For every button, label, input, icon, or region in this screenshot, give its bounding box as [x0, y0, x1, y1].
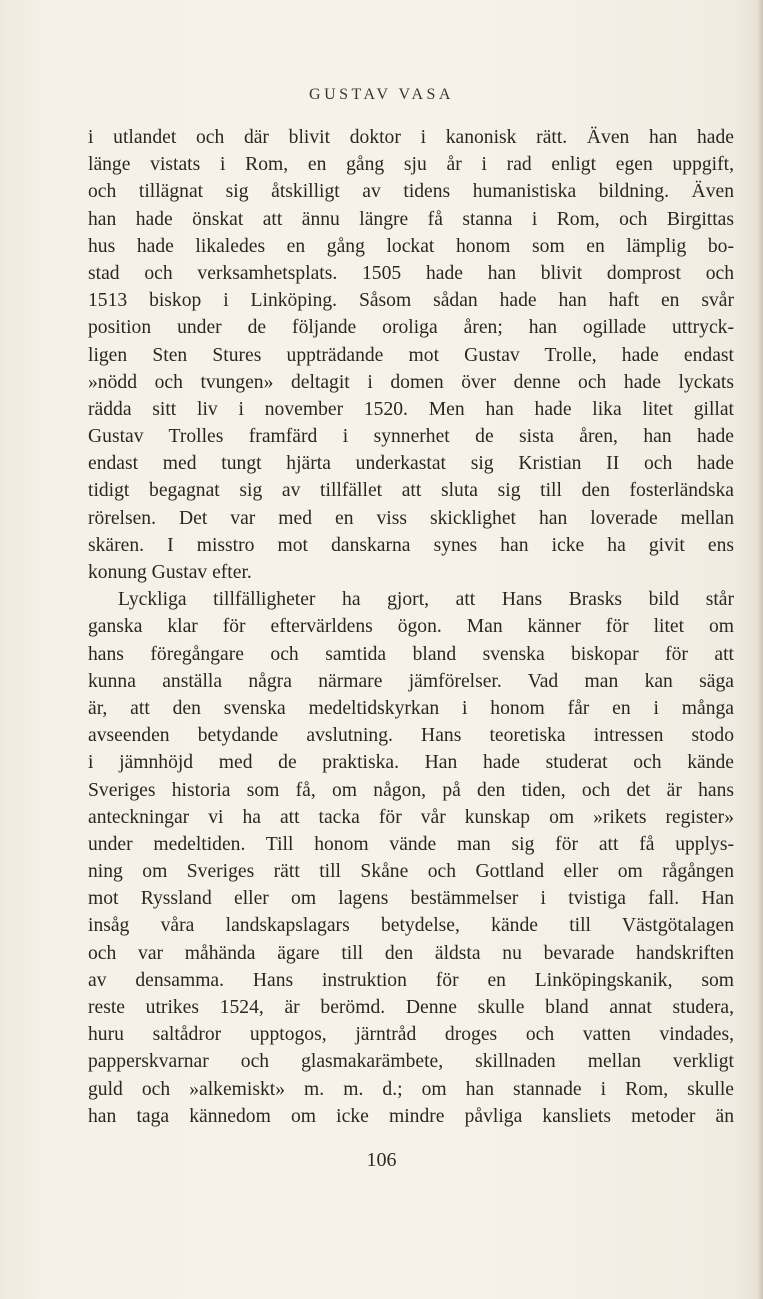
text-line: hans föregångare och samtida bland svenska biskopar för att	[88, 643, 734, 665]
text-line: rörelsen. Det var med en viss skicklighet han loverade mellan	[88, 507, 734, 529]
text-line: papperskvarnar och glasmakarämbete, skillnaden mellan verkligt	[88, 1051, 734, 1073]
running-title: GUSTAV VASA	[309, 86, 454, 103]
text-line: 1513 biskop i Linköping. Såsom sådan hade han haft en svår	[88, 290, 734, 312]
text-line: han taga kännedom om icke mindre påvliga kansliets metoder än	[88, 1105, 734, 1127]
text-line: är, att den svenska medeltidskyrkan i honom får en i många	[88, 697, 734, 719]
text-line: skären. I misstro mot danskarna synes han icke ha givit ens	[88, 534, 734, 556]
text-line: Sveriges historia som få, om någon, på den tiden, och det är hans	[88, 779, 734, 801]
text-line: och var måhända ägare till den äldsta nu bevarade handskriften	[88, 942, 734, 964]
text-line: i jämnhöjd med de praktiska. Han hade studerat och kände	[88, 752, 734, 774]
text-line: Gustav Trolles framfärd i synnerhet de sista åren, han hade	[88, 426, 734, 448]
text-line: ning om Sveriges rätt till Skåne och Gottland eller om rågången	[88, 861, 734, 883]
text-line: stad och verksamhetsplats. 1505 hade han blivit domprost och	[88, 262, 734, 284]
text-line: »nödd och tvungen» deltagit i domen över denne och hade lyckats	[88, 371, 734, 393]
text-line: huru saltådror upptogos, järntråd droges och vatten vindades,	[88, 1024, 734, 1046]
text-line: tidigt begagnat sig av tillfället att sluta sig till den fosterländska	[88, 480, 734, 502]
page-edge-shadow	[757, 0, 763, 1299]
text-line: kunna anställa några närmare jämförelser. Vad man kan säga	[88, 670, 734, 692]
text-line: under medeltiden. Till honom vände man sig för att få upplys-	[88, 833, 734, 855]
text-line: länge vistats i Rom, en gång sju år i rad enligt egen uppgift,	[88, 154, 734, 176]
page-number: 106	[366, 1149, 397, 1171]
text-line: och tillägnat sig åtskilligt av tidens humanistiska bildning. Även	[88, 181, 734, 203]
text-line: guld och »alkemiskt» m. m. d.; om han stannade i Rom, skulle	[88, 1078, 734, 1100]
text-line: avseenden betydande avslutning. Hans teoretiska intressen stodo	[88, 725, 734, 747]
text-line: position under de följande oroliga åren; han ogillade uttryck-	[88, 317, 734, 339]
text-line: hus hade likaledes en gång lockat honom som en lämplig bo-	[88, 235, 734, 257]
text-line: mot Ryssland eller om lagens bestämmelser i tvistiga fall. Han	[88, 888, 734, 910]
body-text	[88, 124, 734, 1130]
text-line: ganska klar för eftervärldens ögon. Man känner för litet om	[88, 616, 734, 638]
text-line: konung Gustav efter.	[88, 562, 252, 583]
text-line: Lyckliga tillfälligheter ha gjort, att Hans Brasks bild står	[118, 589, 734, 611]
text-line: endast med tungt hjärta underkastat sig Kristian II och hade	[88, 453, 734, 475]
text-line: han hade önskat att ännu längre få stanna i Rom, och Birgittas	[88, 208, 734, 230]
text-line: anteckningar vi ha att tacka för vår kunskap om »rikets register»	[88, 806, 734, 828]
text-line: reste utrikes 1524, är berömd. Denne skulle bland annat studera,	[88, 997, 734, 1018]
text-line: i utlandet och där blivit doktor i kanonisk rätt. Även han hade	[88, 127, 734, 148]
text-line: ligen Sten Stures uppträdande mot Gustav Trolle, hade endast	[88, 344, 734, 366]
text-line: av densamma. Hans instruktion för en Linköpingskanik, som	[88, 969, 734, 991]
text-line: rädda sitt liv i november 1520. Men han hade lika litet gillat	[88, 398, 734, 420]
text-line: insåg våra landskapslagars betydelse, kände till Västgötalagen	[88, 915, 734, 937]
